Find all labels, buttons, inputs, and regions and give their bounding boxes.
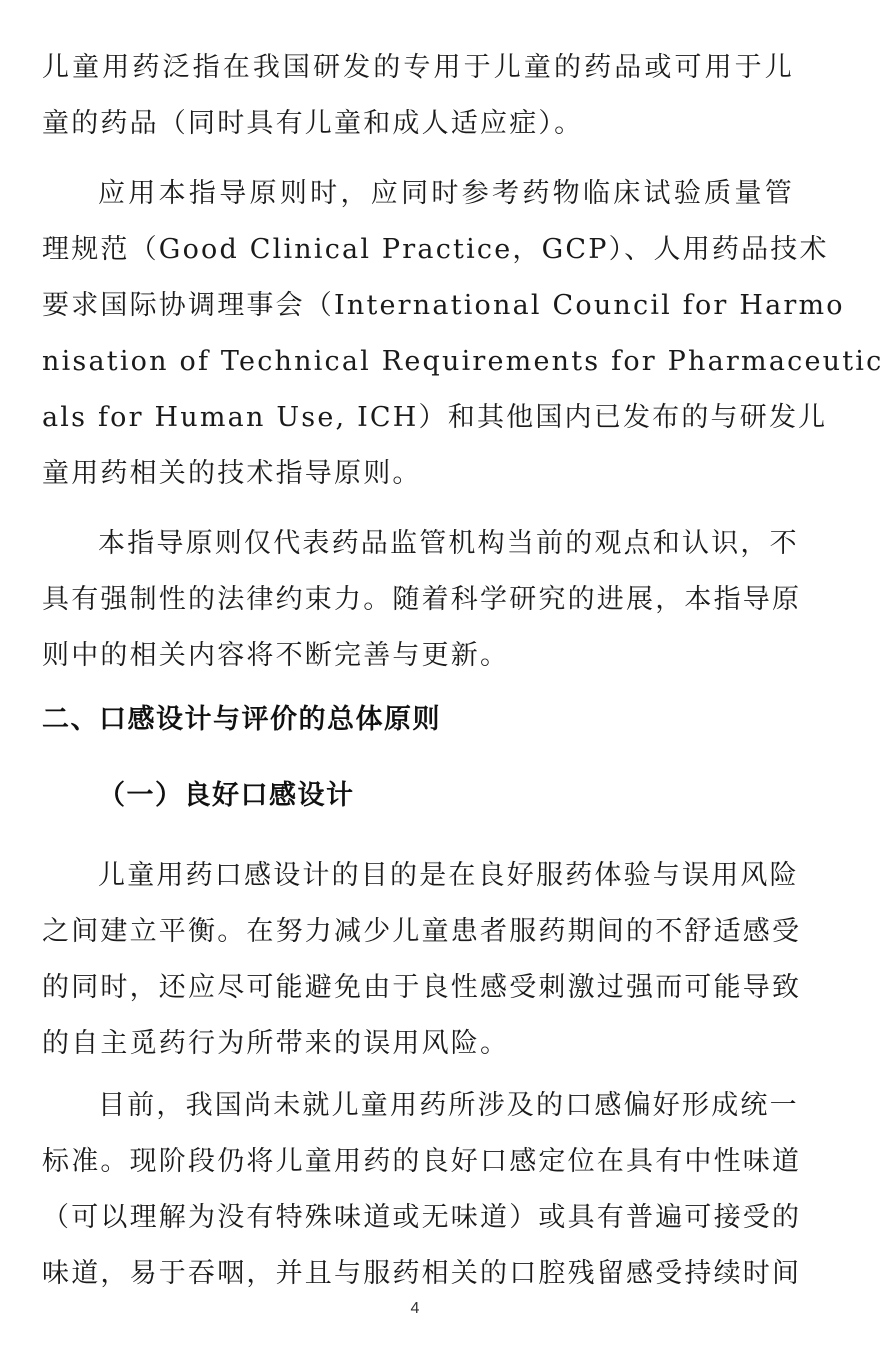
- paragraph-2-line-1: 应用本指导原则时，应同时参考药物临床试验质量管: [98, 178, 794, 209]
- paragraph-2-line-6: 童用药相关的技术指导原则。: [42, 458, 422, 489]
- paragraph-4-line-1: 儿童用药口感设计的目的是在良好服药体验与误用风险: [98, 860, 799, 891]
- paragraph-3-line-2: 具有强制性的法律约束力。随着科学研究的进展，本指导原: [42, 584, 802, 615]
- subsection-heading: （一）良好口感设计: [98, 780, 355, 811]
- paragraph-1-line-2: 童的药品（同时具有儿童和成人适应症）。: [42, 108, 584, 139]
- paragraph-2-line-2: 理规范（Good Clinical Practice，GCP）、人用药品技术: [42, 234, 829, 265]
- paragraph-3-line-1: 本指导原则仅代表药品监管机构当前的观点和认识，不: [98, 528, 799, 559]
- paragraph-5-line-1: 目前，我国尚未就儿童用药所涉及的口感偏好形成统一: [98, 1090, 799, 1121]
- paragraph-5-line-3: （可以理解为没有特殊味道或无味道）或具有普遍可接受的: [42, 1202, 802, 1233]
- paragraph-3-line-3: 则中的相关内容将不断完善与更新。: [42, 640, 510, 671]
- paragraph-1-line-1: 儿童用药泛指在我国研发的专用于儿童的药品或可用于儿: [42, 52, 794, 83]
- page-number: 4: [410, 1300, 420, 1317]
- paragraph-2-line-5: als for Human Use, ICH）和其他国内已发布的与研发儿: [42, 402, 828, 433]
- paragraph-4-line-3: 的同时，还应尽可能避免由于良性感受刺激过强而可能导致: [42, 972, 802, 1003]
- paragraph-4-line-4: 的自主觅药行为所带来的误用风险。: [42, 1028, 510, 1059]
- paragraph-4-line-2: 之间建立平衡。在努力减少儿童患者服药期间的不舒适感受: [42, 916, 802, 947]
- section-heading: 二、口感设计与评价的总体原则: [42, 704, 441, 735]
- paragraph-2-line-4: nisation of Technical Requirements for Pharmaceutic: [42, 346, 883, 377]
- paragraph-2-line-3: 要求国际协调理事会（International Council for Harmo: [42, 290, 845, 321]
- paragraph-5-line-2: 标准。现阶段仍将儿童用药的良好口感定位在具有中性味道: [42, 1146, 802, 1177]
- paragraph-5-line-4: 味道，易于吞咽，并且与服药相关的口腔残留感受持续时间: [42, 1258, 802, 1289]
